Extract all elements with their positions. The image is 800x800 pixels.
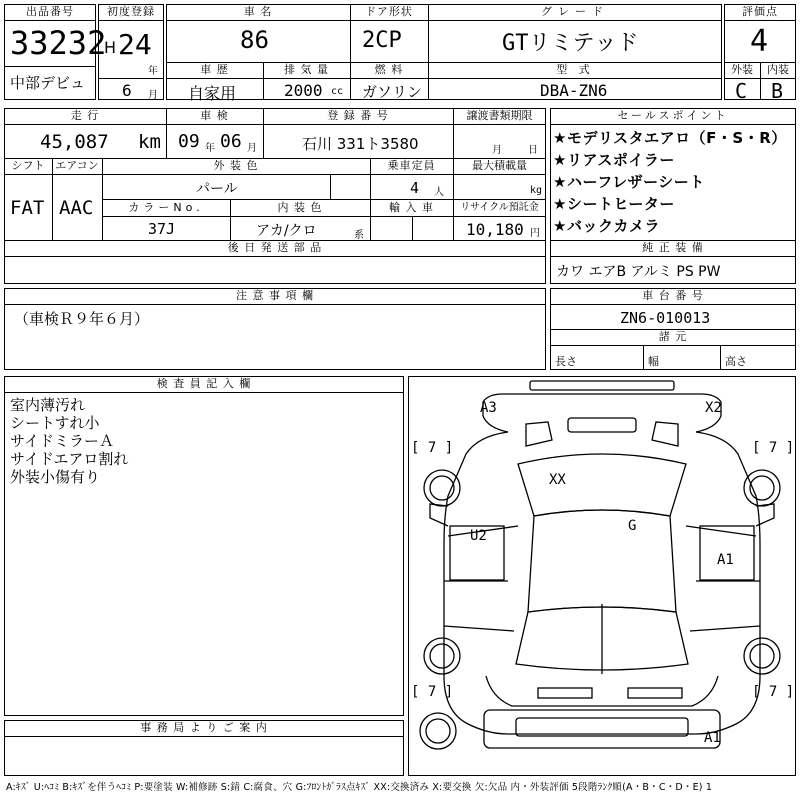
capacity-unit: 人 [434,187,444,198]
chassis-number: ZN6-010013 [620,309,711,327]
inspection-year-unit: 年 [205,143,215,154]
inspection-year: 09 [178,131,200,152]
first-reg-year: 24 [118,28,152,61]
car-name: 86 [240,26,269,54]
displacement-label: 排 気 量 [284,63,329,76]
fuel-label: 燃 料 [374,63,404,76]
equipment-label: 純 正 装 備 [642,241,704,254]
tire-tread-tr: [ 7 ] [752,440,795,456]
inspector-note: サイドミラーＡ [10,432,114,450]
tire-tread-bl: [ 7 ] [411,684,454,700]
shift-label: シフト [11,159,45,172]
inspection-month-unit: 月 [247,143,257,154]
recycle-unit: 円 [530,228,540,239]
capacity-label: 乗車定員 [387,159,436,172]
mark-a3: A3 [480,400,497,416]
inspector-note: 外装小傷有り [10,468,101,486]
score: 4 [750,24,769,59]
displacement: 2000 [284,81,323,100]
ac-label: エアコン [55,159,99,172]
recycle-label: リサイクル預託金 [460,202,539,213]
mark-a1-right: A1 [717,552,734,568]
chassis-label: 車 台 番 号 [642,289,704,302]
venue: 中部デビュ [10,74,86,92]
history: 自家用 [188,84,237,103]
grade-label: グレード [541,5,609,18]
selling-point-item: ★ハーフレザーシート [553,173,705,191]
selling-point-item: ★モデリスタエアロ（F・S・R） [553,129,787,147]
notes-text: （車検Ｒ９年６月） [14,310,150,328]
displacement-unit: cc [331,86,344,97]
mark-xx: XX [549,472,566,488]
inspector-notes [10,396,128,486]
selling-points-list [553,127,795,237]
model-code: DBA-ZN6 [540,81,608,100]
tire-tread-br: [ 7 ] [752,684,795,700]
interior-color-unit: 系 [354,230,364,241]
era: H [104,38,117,57]
inspector-note: シートすれ小 [10,414,100,432]
selling-point-item: ★バックカメラ [553,217,660,235]
interior-grade-label: 内装 [767,63,789,76]
lot-label: 出品番号 [26,5,74,18]
shift: FAT [10,197,45,219]
exterior-grade-label: 外装 [731,63,753,76]
height-label: 高さ [725,355,747,368]
mileage: 45,087 [40,131,109,153]
later-parts-label: 後 日 発 送 部 品 [227,241,323,254]
inspection-label: 車 検 [200,109,229,122]
load-label: 最大積載量 [472,159,527,172]
mark-g: G [628,518,637,534]
color-no: 37J [148,220,176,238]
ac: AAC [59,197,94,219]
mileage-unit: km [138,131,161,153]
mark-u2: U2 [470,528,487,544]
car-name-label: 車 名 [243,5,273,18]
interior-color-label: 内 装 色 [277,201,323,214]
dims-label: 諸 元 [658,330,688,343]
recycle-fee: 10,180 [466,220,524,239]
plate-number: 石川 331ト3580 [302,135,419,153]
transfer-month-unit: 月 [492,145,502,156]
load-unit: kg [530,185,543,196]
legend: A:ｷｽﾞ U:ﾍｺﾐ B:ｷｽﾞを伴うﾍｺﾐ P:要塗装 W:補修跡 S:錆 C:腐食、穴 G:ﾌﾛﾝﾄｶﾞﾗｽ点ｷｽﾞ XX:交換済み X:要交換 欠:欠品 内・外装評価 5段階ﾗﾝｸ順(A・B・C・D・E) 1 [6,782,713,793]
interior-color: アカ/クロ [256,223,317,239]
color-no-label: カラーNo. [128,201,204,214]
fuel: ガソリン [362,83,423,101]
mark-x2: X2 [705,400,722,416]
office-label: 事 務 局 よ り ご 案 内 [140,721,268,734]
car-diagram [408,376,796,776]
inspector-note: サイドエアロ割れ [10,450,129,468]
model-label: 型 式 [556,63,594,76]
selling-points-label: セールスポイント [617,109,729,122]
history-label: 車 歴 [200,63,229,76]
inspection-month: 06 [220,131,242,152]
selling-point-item: ★リアスポイラー [553,151,675,169]
import-label: 輸 入 車 [389,201,434,214]
door-label: ドア形状 [365,5,413,18]
width-label: 幅 [648,355,659,368]
mark-a1-bottom: A1 [704,730,721,746]
capacity: 4 [410,179,420,197]
exterior-color-label: 外 装 色 [213,159,259,172]
year-unit: 年 [148,66,158,77]
door-type: 2CP [362,28,402,53]
notes-label: 注 意 事 項 欄 [236,289,314,302]
exterior-grade: C [735,79,748,103]
score-label: 評価点 [742,5,778,18]
tire-tread-tl: [ 7 ] [411,440,454,456]
lot-number: 33232 [10,24,107,62]
transfer-label: 譲渡書類期限 [466,109,533,122]
equipment-value: カワ エアB アルミ PS PW [556,264,721,280]
grade: GTリミテッド [502,31,639,56]
first-reg-month: 6 [122,81,132,100]
inspector-note: 室内薄汚れ [10,396,86,414]
first-reg-label: 初度登録 [107,5,155,18]
exterior-color: パール [196,181,238,197]
interior-grade: B [771,79,784,103]
inspector-label: 検 査 員 記 入 欄 [156,377,252,390]
month-unit: 月 [148,90,158,101]
transfer-day-unit: 日 [528,145,538,156]
length-label: 長さ [555,355,577,368]
mileage-label: 走 行 [70,109,100,122]
selling-point-item: ★シートヒーター [553,195,675,213]
plate-label: 登 録 番 号 [327,109,389,122]
